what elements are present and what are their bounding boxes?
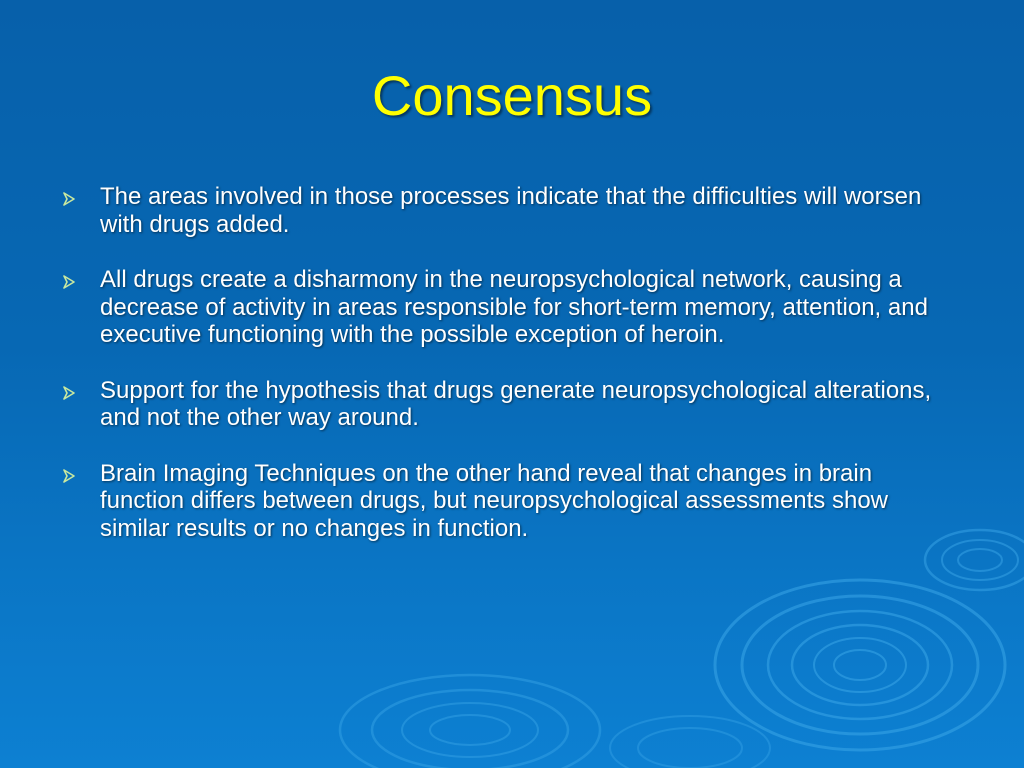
bullet-item — [62, 266, 962, 349]
bullet-item — [62, 377, 962, 432]
chevron-arrow-icon — [62, 275, 76, 289]
chevron-arrow-icon — [62, 192, 76, 206]
bullet-item — [62, 460, 962, 543]
bullet-list — [62, 183, 962, 570]
ripple-large — [715, 580, 1005, 750]
slide-title: Consensus — [371, 64, 653, 127]
chevron-arrow-icon — [62, 469, 76, 483]
ripple-medium — [340, 675, 600, 768]
chevron-arrow-icon — [62, 386, 76, 400]
bullet-text: All drugs create a disharmony in the neuropsychological network, causing a decrease of activity in areas responsible for short-term memory, attention, and executive functioning with the possible exception of heroin. — [100, 266, 928, 348]
bullet-item — [62, 183, 962, 238]
ripple-bottom — [610, 716, 770, 768]
bullet-text: Brain Imaging Techniques on the other hand reveal that changes in brain function differs between drugs, but neuropsychological assessments show similar results or no changes in function. — [100, 459, 889, 542]
bullet-text: Support for the hypothesis that drugs generate neuropsychological alterations, and not the other way around. — [100, 376, 932, 431]
bullet-text: The areas involved in those processes indicate that the difficulties will worsen with drugs added. — [100, 183, 922, 238]
